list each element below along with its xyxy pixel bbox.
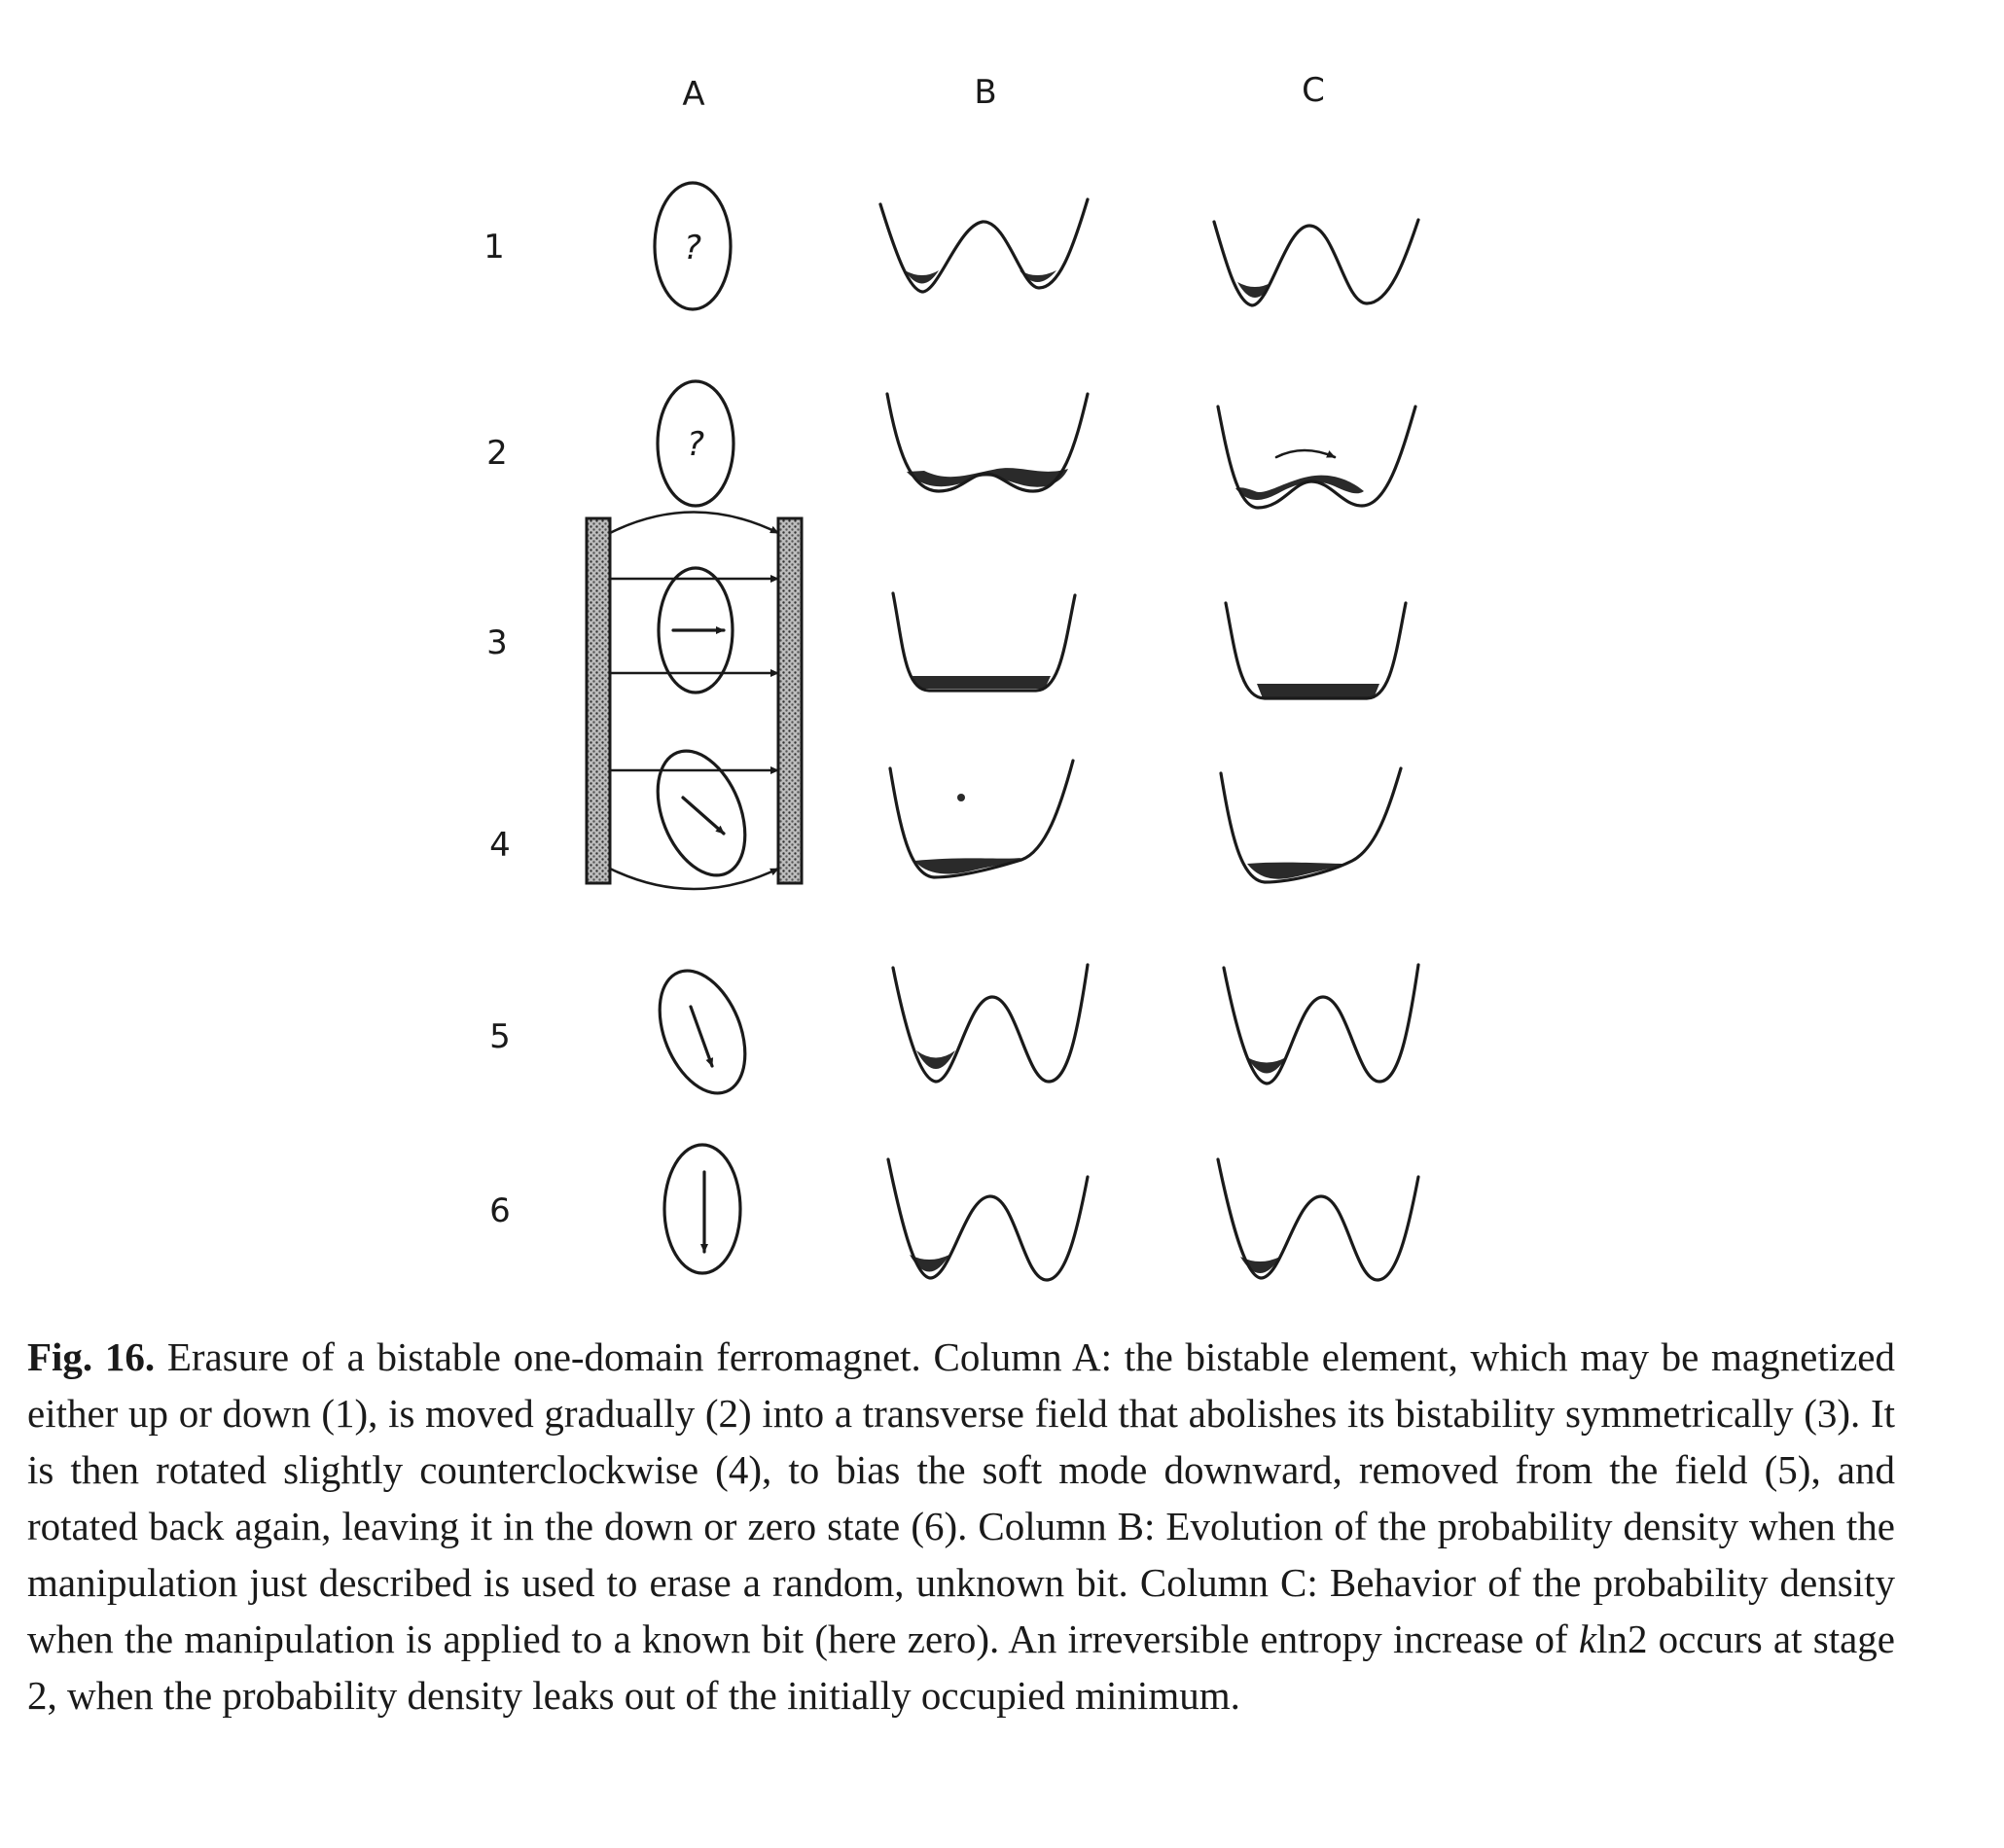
potential-c-row-1 <box>1214 220 1418 305</box>
caption-text-part-1: Erasure of a bistable one-domain ferromagnet. Column A: the bistable element, which may be magnetized either up or down (1), is moved gradually (2) into a transverse field that abolishes its bistability symmetrically (3). It is then rotated slightly counterclockwise (4), to bias the soft mode downward, removed from the field (5), and rotated back again, leaving it in the down or zero state (6). Column B: Evolution of the probability density when the manipulation just described is used to erase a random, unknown bit. Column C: Behavior of the probability density when the manipulation is applied to a known bit (here zero). An irreversible entropy increase of <box>27 1334 1895 1661</box>
caption-text-part-2: ln2 occurs at stage 2, when the probability density leaks out of the initially occupied minimum. <box>27 1617 1895 1718</box>
question-mark-2: ? <box>686 425 705 464</box>
figure-label: Fig. 16. <box>27 1334 156 1379</box>
row-label-1: 1 <box>483 228 505 267</box>
figure-caption <box>27 1329 1895 1724</box>
potential-b-row-6 <box>888 1159 1088 1280</box>
row-label-5: 5 <box>489 1017 511 1056</box>
magnet-pole-right <box>778 518 802 883</box>
boltzmann-constant-symbol: k <box>1578 1617 1597 1661</box>
column-label-b: B <box>974 73 997 112</box>
row-label-4: 4 <box>489 826 511 865</box>
row-label-6: 6 <box>489 1191 511 1230</box>
potential-c-row-5 <box>1224 965 1418 1084</box>
potential-c-row-3 <box>1226 603 1406 698</box>
potential-c-row-4 <box>1221 768 1401 882</box>
potential-b-row-1 <box>880 199 1088 292</box>
potential-b-row-3 <box>893 593 1075 691</box>
bistable-element-row-4 <box>641 738 762 888</box>
question-mark-1: ? <box>683 229 702 267</box>
potential-b-row-4 <box>890 761 1073 877</box>
bistable-element-row-6 <box>664 1145 740 1273</box>
potential-b-row-5 <box>893 965 1088 1082</box>
potential-b-row-2 <box>887 394 1088 491</box>
bistable-element-row-1 <box>655 183 731 309</box>
potential-c-row-6 <box>1218 1159 1418 1280</box>
potential-c-row-2 <box>1218 407 1415 508</box>
row-label-3: 3 <box>486 623 508 662</box>
column-label-a: A <box>682 75 705 114</box>
row-label-2: 2 <box>486 434 508 473</box>
magnet-pole-left <box>587 518 610 883</box>
column-label-c: C <box>1302 71 1325 110</box>
bistable-element-row-2 <box>658 381 734 506</box>
bistable-element-row-5 <box>643 958 762 1106</box>
